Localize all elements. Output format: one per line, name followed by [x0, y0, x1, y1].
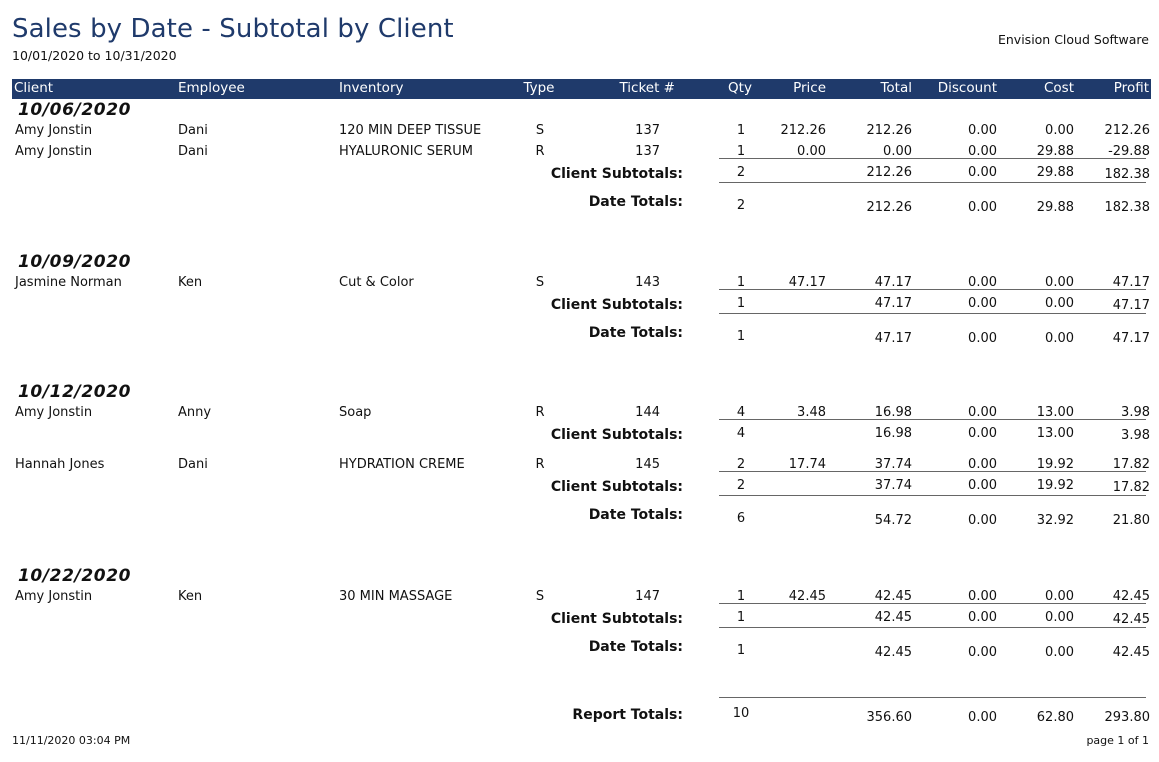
cell-price: 212.26 [780, 123, 826, 138]
date-totals-label: Date Totals: [588, 639, 683, 655]
client-subtotal-cost: 0.00 [1045, 296, 1074, 311]
date-total-total: 42.45 [874, 645, 912, 660]
date-total-profit: 21.80 [1112, 513, 1150, 528]
cell-discount: 0.00 [968, 123, 997, 138]
client-subtotal-discount: 0.00 [968, 426, 997, 441]
report-total-rule [719, 697, 1146, 698]
cell-type: R [535, 405, 545, 420]
client-subtotal-rule [719, 603, 1146, 604]
client-subtotals-label: Client Subtotals: [550, 479, 683, 495]
date-total-discount: 0.00 [968, 200, 997, 215]
client-subtotal-profit: 3.98 [1121, 428, 1150, 443]
cell-discount: 0.00 [968, 405, 997, 420]
column-header-ticket: Ticket # [619, 80, 675, 96]
cell-discount: 0.00 [968, 275, 997, 290]
date-total-qty: 2 [736, 198, 746, 213]
client-subtotals-label: Client Subtotals: [550, 611, 683, 627]
column-header-employee: Employee [178, 80, 245, 96]
client-subtotal-total: 16.98 [874, 426, 912, 441]
date-heading: 10/12/2020 [18, 382, 132, 402]
cell-inventory: HYDRATION CREME [339, 457, 465, 472]
cell-client: Amy Jonstin [15, 405, 93, 420]
cell-profit: -29.88 [1108, 144, 1150, 159]
cell-employee: Ken [178, 275, 203, 290]
column-header-client: Client [14, 80, 54, 96]
date-total-profit: 47.17 [1112, 331, 1150, 346]
cell-profit: 212.26 [1104, 123, 1150, 138]
client-subtotal-cost: 29.88 [1036, 165, 1074, 180]
cell-profit: 47.17 [1112, 275, 1150, 290]
client-subtotal-rule [719, 289, 1146, 290]
cell-cost: 0.00 [1045, 589, 1074, 604]
client-subtotal-profit: 182.38 [1104, 167, 1150, 182]
cell-type: R [535, 457, 545, 472]
client-subtotal-qty: 4 [736, 426, 746, 441]
client-subtotal-profit: 17.82 [1112, 480, 1150, 495]
column-header-cost: Cost [1043, 80, 1074, 96]
date-total-discount: 0.00 [968, 645, 997, 660]
cell-profit: 3.98 [1121, 405, 1150, 420]
cell-profit: 17.82 [1112, 457, 1150, 472]
client-subtotals-label: Client Subtotals: [550, 427, 683, 443]
client-subtotal-discount: 0.00 [968, 165, 997, 180]
cell-qty: 1 [736, 589, 746, 604]
cell-cost: 0.00 [1045, 123, 1074, 138]
cell-profit: 42.45 [1112, 589, 1150, 604]
date-total-cost: 29.88 [1036, 200, 1074, 215]
date-total-qty: 1 [736, 329, 746, 344]
client-subtotal-qty: 1 [736, 610, 746, 625]
client-subtotals-label: Client Subtotals: [550, 297, 683, 313]
cell-inventory: Soap [339, 405, 372, 420]
cell-discount: 0.00 [968, 457, 997, 472]
column-header-total: Total [880, 80, 912, 96]
cell-cost: 19.92 [1036, 457, 1074, 472]
date-totals-label: Date Totals: [588, 194, 683, 210]
report-date-range: 10/01/2020 to 10/31/2020 [12, 48, 177, 63]
cell-inventory: Cut & Color [339, 275, 414, 290]
report-total-qty: 10 [732, 706, 750, 721]
client-subtotal-cost: 13.00 [1036, 426, 1074, 441]
date-total-total: 212.26 [866, 200, 912, 215]
cell-total: 0.00 [883, 144, 912, 159]
date-total-cost: 0.00 [1045, 645, 1074, 660]
cell-total: 212.26 [866, 123, 912, 138]
cell-qty: 1 [736, 275, 746, 290]
cell-ticket: 137 [635, 144, 660, 159]
date-total-profit: 42.45 [1112, 645, 1150, 660]
client-subtotal-discount: 0.00 [968, 296, 997, 311]
date-total-profit: 182.38 [1104, 200, 1150, 215]
page-number: page 1 of 1 [1086, 734, 1149, 747]
cell-ticket: 147 [635, 589, 660, 604]
cell-total: 16.98 [874, 405, 912, 420]
client-subtotal-rule [719, 158, 1146, 159]
cell-client: Amy Jonstin [15, 123, 93, 138]
cell-type: S [535, 589, 545, 604]
date-heading: 10/06/2020 [18, 100, 132, 120]
report-total-profit: 293.80 [1104, 710, 1150, 725]
cell-employee: Dani [178, 123, 208, 138]
cell-client: Jasmine Norman [15, 275, 122, 290]
date-total-total: 54.72 [874, 513, 912, 528]
cell-total: 37.74 [874, 457, 912, 472]
column-header-profit: Profit [1113, 80, 1149, 96]
report-title: Sales by Date - Subtotal by Client [12, 14, 454, 44]
client-subtotal-total: 37.74 [874, 478, 912, 493]
cell-discount: 0.00 [968, 144, 997, 159]
cell-price: 0.00 [797, 144, 826, 159]
date-total-rule [719, 182, 1146, 183]
cell-ticket: 137 [635, 123, 660, 138]
cell-inventory: 120 MIN DEEP TISSUE [339, 123, 482, 138]
cell-total: 47.17 [874, 275, 912, 290]
cell-employee: Dani [178, 457, 208, 472]
cell-total: 42.45 [874, 589, 912, 604]
cell-qty: 1 [736, 123, 746, 138]
cell-employee: Ken [178, 589, 203, 604]
cell-inventory: 30 MIN MASSAGE [339, 589, 453, 604]
date-totals-label: Date Totals: [588, 325, 683, 341]
cell-ticket: 144 [635, 405, 660, 420]
column-header-discount: Discount [937, 80, 997, 96]
column-header-price: Price [793, 80, 826, 96]
client-subtotal-discount: 0.00 [968, 610, 997, 625]
cell-price: 47.17 [788, 275, 826, 290]
client-subtotal-rule [719, 471, 1146, 472]
date-total-rule [719, 313, 1146, 314]
client-subtotal-total: 42.45 [874, 610, 912, 625]
cell-qty: 2 [736, 457, 746, 472]
client-subtotal-qty: 2 [736, 478, 746, 493]
client-subtotal-cost: 19.92 [1036, 478, 1074, 493]
date-total-qty: 6 [736, 511, 746, 526]
cell-discount: 0.00 [968, 589, 997, 604]
client-subtotal-qty: 2 [736, 165, 746, 180]
cell-employee: Anny [178, 405, 212, 420]
cell-qty: 1 [736, 144, 746, 159]
cell-client: Amy Jonstin [15, 144, 93, 159]
cell-ticket: 145 [635, 457, 660, 472]
client-subtotal-rule [719, 419, 1146, 420]
cell-type: R [535, 144, 545, 159]
date-total-cost: 32.92 [1036, 513, 1074, 528]
column-header-type: Type [523, 80, 555, 96]
date-heading: 10/09/2020 [18, 252, 132, 272]
cell-price: 3.48 [797, 405, 826, 420]
client-subtotal-cost: 0.00 [1045, 610, 1074, 625]
date-total-total: 47.17 [874, 331, 912, 346]
date-heading: 10/22/2020 [18, 566, 132, 586]
date-total-cost: 0.00 [1045, 331, 1074, 346]
cell-ticket: 143 [635, 275, 660, 290]
cell-price: 17.74 [788, 457, 826, 472]
cell-price: 42.45 [788, 589, 826, 604]
cell-employee: Dani [178, 144, 208, 159]
report-totals-label: Report Totals: [572, 707, 683, 723]
cell-client: Hannah Jones [15, 457, 105, 472]
column-header-qty: Qty [728, 80, 752, 96]
date-total-rule [719, 627, 1146, 628]
date-total-rule [719, 495, 1146, 496]
client-subtotal-profit: 42.45 [1112, 612, 1150, 627]
cell-qty: 4 [736, 405, 746, 420]
cell-cost: 0.00 [1045, 275, 1074, 290]
date-total-qty: 1 [736, 643, 746, 658]
client-subtotal-profit: 47.17 [1112, 298, 1150, 313]
printed-timestamp: 11/11/2020 03:04 PM [12, 734, 131, 747]
cell-cost: 29.88 [1036, 144, 1074, 159]
client-subtotal-discount: 0.00 [968, 478, 997, 493]
cell-cost: 13.00 [1036, 405, 1074, 420]
cell-inventory: HYALURONIC SERUM [339, 144, 473, 159]
cell-client: Amy Jonstin [15, 589, 93, 604]
report-total-cost: 62.80 [1036, 710, 1074, 725]
date-total-discount: 0.00 [968, 513, 997, 528]
client-subtotals-label: Client Subtotals: [550, 166, 683, 182]
date-totals-label: Date Totals: [588, 507, 683, 523]
client-subtotal-total: 47.17 [874, 296, 912, 311]
cell-type: S [535, 275, 545, 290]
client-subtotal-qty: 1 [736, 296, 746, 311]
column-header-inventory: Inventory [339, 80, 404, 96]
report-total-total: 356.60 [866, 710, 912, 725]
date-total-discount: 0.00 [968, 331, 997, 346]
cell-type: S [535, 123, 545, 138]
client-subtotal-total: 212.26 [866, 165, 912, 180]
report-total-discount: 0.00 [968, 710, 997, 725]
company-name: Envision Cloud Software [997, 32, 1149, 47]
